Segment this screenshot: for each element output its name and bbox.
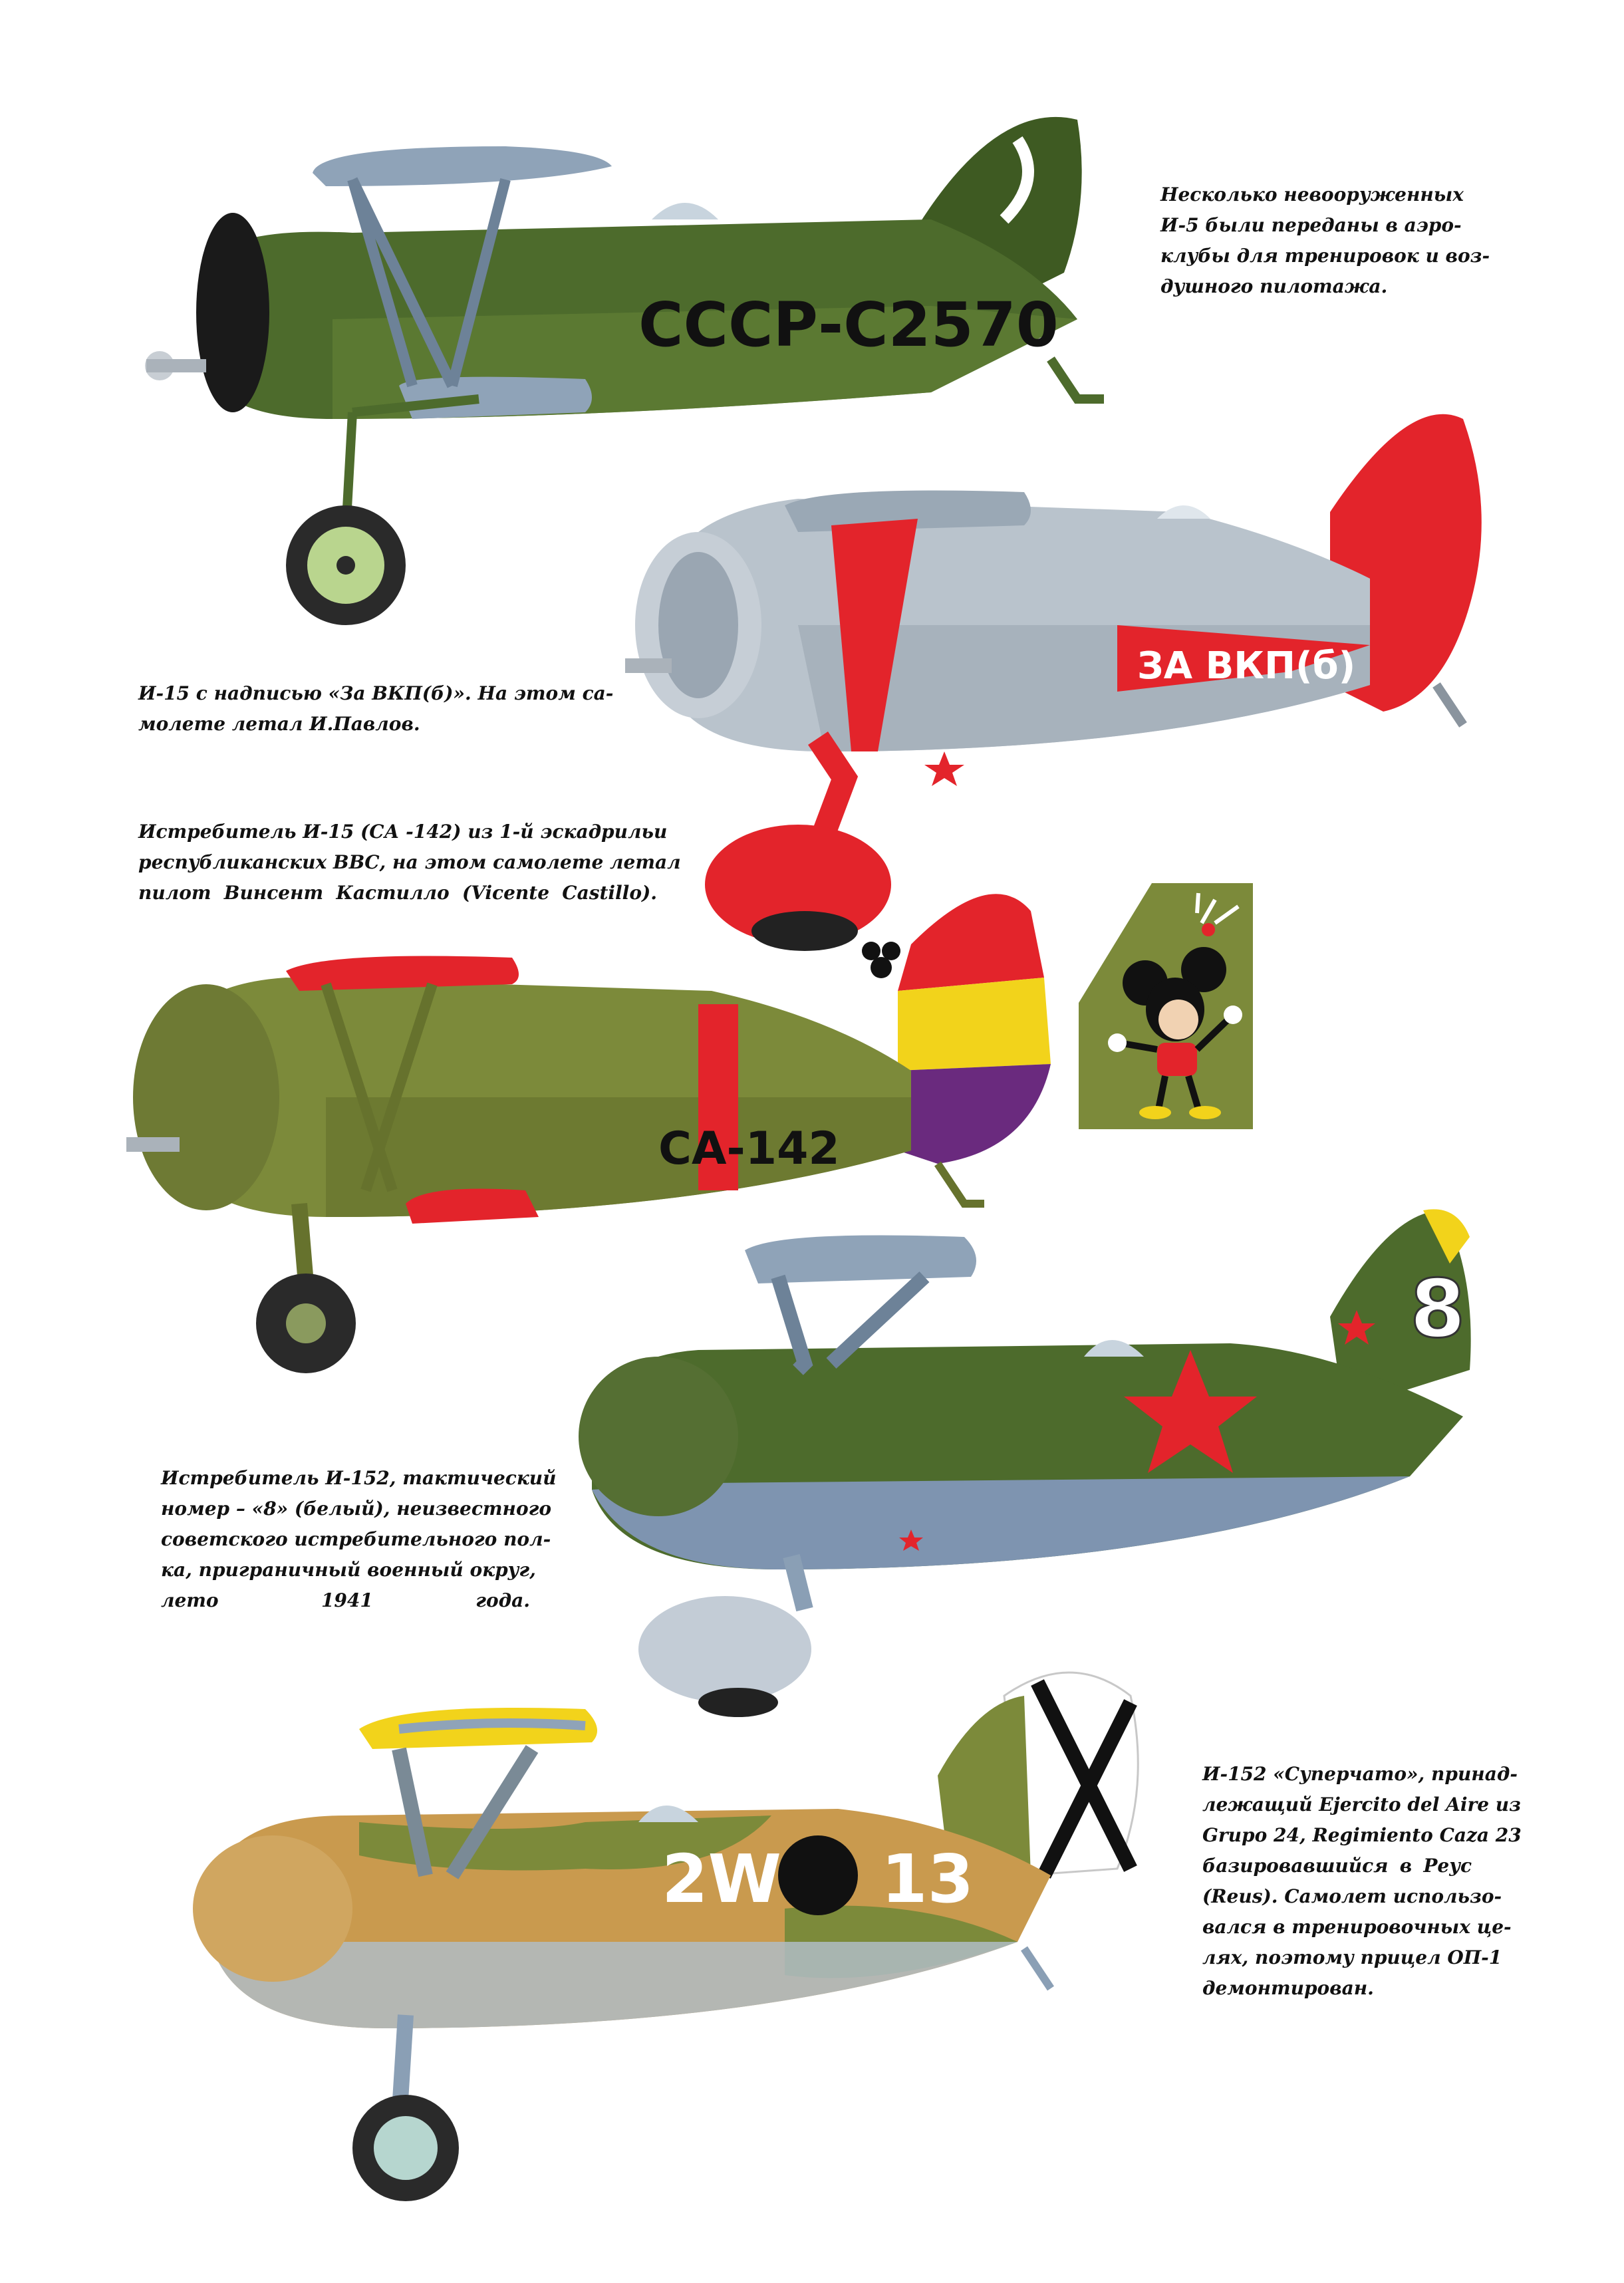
caption-i152-superchato (1202, 1759, 1522, 2004)
caption-line: душного пилотажа. (1160, 275, 1388, 297)
i15-serial-marking: СА-142 (658, 1123, 840, 1175)
caption-line: Несколько невооруженных (1160, 184, 1464, 205)
caption-line: вался в тренировочных це- (1202, 1916, 1512, 1938)
black-roundel-icon (778, 1835, 858, 1915)
caption-i5 (1160, 180, 1490, 302)
caption-line: Grupo 24, Regimiento Caza 23 (1202, 1824, 1522, 1846)
caption-line: лежащий Ejercito del Aire из (1202, 1794, 1521, 1815)
i152-tactical-number: 8 (1410, 1264, 1466, 1356)
caption-line: (Reus). Самолет использо- (1202, 1885, 1502, 1907)
caption-line: республиканских ВВС, на этом самолете летал (138, 851, 681, 873)
i15-vkp-profile-illustration (625, 406, 1543, 951)
caption-i152-8 (161, 1463, 557, 1616)
caption-i15-vkp (138, 678, 614, 739)
caption-line: И-15 с надписью «За ВКП(б)». На этом са- (138, 682, 614, 704)
caption-line: базировавшийся в Реус (1202, 1855, 1472, 1877)
caption-line: И-152 «Суперчато», принад- (1202, 1763, 1518, 1785)
i152-superchato-profile-illustration (186, 1656, 1170, 2208)
superchato-marking-right: 13 (881, 1840, 974, 1918)
caption-line: молете летал И.Павлов. (138, 713, 420, 735)
caption-line: ка, приграничный военный округ, (161, 1559, 536, 1581)
caption-line: пилот Винсент Кастилло (Vicente Castillo). (138, 882, 657, 904)
caption-line: лето 1941 года. (161, 1589, 530, 1611)
mickey-tail-insignia-inset (1079, 883, 1253, 1129)
caption-line: демонтирован. (1202, 1977, 1374, 1999)
superchato-marking-left: 2W (662, 1840, 781, 1918)
caption-line: номер – «8» (белый), неизвестного (161, 1498, 552, 1520)
caption-line: клубы для тренировок и воз- (1160, 245, 1490, 267)
caption-line: лях, поэтому прицел ОП-1 (1202, 1947, 1502, 1968)
caption-line: Истребитель И-15 (СА -142) из 1-й эскадрильи (138, 821, 668, 843)
i15-slogan-marking: ЗА ВКП(б) (1137, 644, 1356, 688)
caption-line: И-5 были переданы в аэро- (1160, 214, 1462, 236)
caption-line: советского истребительного пол- (161, 1528, 551, 1550)
caption-line: Истребитель И-152, тактический (161, 1467, 557, 1489)
i5-registration-marking: СССР-С2570 (638, 289, 1059, 360)
red-star-icon (924, 751, 964, 786)
